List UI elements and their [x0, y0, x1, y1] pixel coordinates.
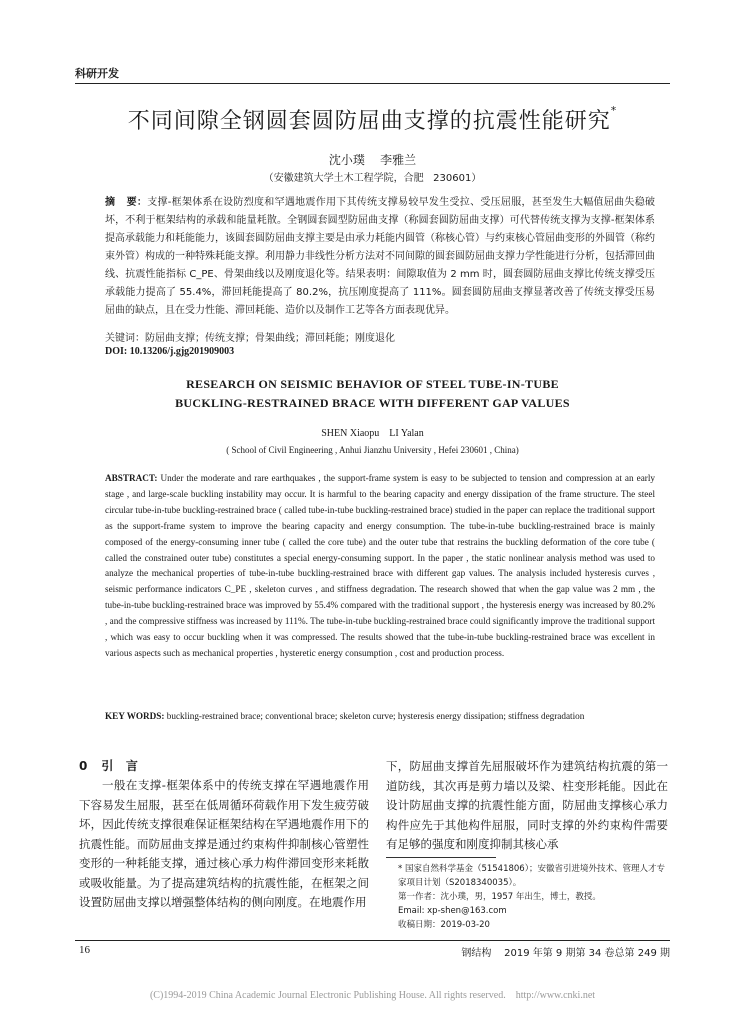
keywords-cn-label: 关键词： — [105, 333, 145, 344]
footnote-email[interactable]: Email: xp-shen@163.com — [398, 906, 507, 916]
abstract-en-label: ABSTRACT: — [105, 473, 158, 483]
body-column-left: 一般在支撑-框架体系中的传统支撑在罕遇地震作用下容易发生屈服，甚至在低周循环荷载作用下发生疲劳破坏，因此传统支撑很难保证框架结构在罕遇地震作用下的抗震性能。而防屈曲支撑是通过约束构件抑制核心管塑性变形的一种耗能支撑，通过核心承力构件滞回变形来耗散或吸收能量。为了提高建筑结构的抗震性能，在框架之间设置防屈曲支撑以增强整体结构的侧向刚度。在地震作用 — [79, 778, 369, 909]
affiliation-cn: （安徽建筑大学土木工程学院，合肥 230601） — [263, 173, 482, 184]
footnotes — [386, 862, 668, 932]
title-footnote-mark: * — [610, 104, 618, 117]
copyright-watermark: (C)1994-2019 China Academic Journal Electronic Publishing House. All rights reserved. http://www.cnki.net — [149, 990, 596, 1001]
abstract-cn — [105, 194, 655, 320]
abstract-cn-label: 摘 要： — [105, 197, 148, 208]
header-divider — [75, 83, 670, 84]
keywords-en-text: buckling-restrained brace; conventional brace; skeleton curve; hysteresis energy dissipation; stiffness degradation — [166, 711, 585, 721]
footnote-received: 收稿日期：2019-03-20 — [398, 920, 490, 930]
section-number: 0 — [79, 759, 88, 773]
title-en-line1: RESEARCH ON SEISMIC BEHAVIOR OF STEEL TUBE-IN-TUBE — [186, 377, 559, 391]
keywords-en — [105, 709, 655, 725]
journal-issue-info: 钢结构 2019 年第 9 期第 34 卷总第 249 期 — [461, 948, 670, 959]
footnote-author: 第一作者：沈小璞，男，1957 年出生，博士，教授。 — [398, 892, 601, 902]
section-heading-introduction — [79, 757, 138, 774]
authors-cn: 沈小璞 李雅兰 — [328, 153, 417, 167]
paper-title-en — [0, 375, 745, 413]
doi[interactable]: DOI: 10.13206/j.gjg201909003 — [105, 346, 235, 357]
body-column-right: 下，防屈曲支撑首先屈服破坏作为建筑结构抗震的第一道防线，其次再是剪力墙以及梁、柱变形耗能。因此在设计防屈曲支撑的抗震性能方面，防屈曲支撑核心承力构件应先于其他构件屈服，同时支撑的外约束构件需要有足够的强度和刚度抑制其核心承 — [386, 759, 668, 851]
footnote-divider — [386, 857, 496, 858]
keywords-en-label: KEY WORDS: — [105, 711, 165, 721]
title-cn-text: 不同间隙全钢圆套圆防屈曲支撑的抗震性能研究 — [127, 109, 611, 134]
keywords-cn-text: 防屈曲支撑；传统支撑；骨架曲线；滞回耗能；刚度退化 — [145, 333, 395, 344]
footnote-fund: * 国家自然科学基金（51541806）；安徽省引进境外技术、管理人才专家项目计划（S2018340035）。 — [398, 864, 665, 888]
journal-section-label: 科研开发 — [75, 67, 119, 80]
paper-title-cn — [0, 104, 745, 135]
affiliation-en: ( School of Civil Engineering , Anhui Jianzhu University , Hefei 230601 , China) — [226, 445, 519, 455]
abstract-cn-text: 支撑-框架体系在设防烈度和罕遇地震作用下其传统支撑易较早发生受拉、受压屈服，甚至发生大幅值屈曲失稳破坏，不利于框架结构的承载和能量耗散。全钢圆套圆型防屈曲支撑（称圆套圆防屈曲支撑）可代替传统支撑为支撑-框架体系提高承载能力和耗能能力，该圆套圆防屈曲支撑主要是由承力耗能内圆管（称核心管）与约束核心管屈曲变形的外圆管（称约束外管）构成的一种特殊耗能支撑。利用静力非线性分析方法对不同间隙的圆套圆防屈曲支撑力学性能进行分析，包括滞回曲线、抗震性能指标 C_PE、骨架曲线以及刚度退化等。结果表明：间隙取值为 2 mm 时，圆套圆防屈曲支撑比传统支撑受压承载能力提高了 55.4%，滞回耗能提高了 80.2%，抗压刚度提高了 111%。圆套圆防屈曲支撑显著改善了传统支撑受压易屈曲的缺点，且在受力性能、滞回耗能、造价以及制作工艺等各方面表现优异。 — [105, 197, 655, 316]
authors-en: SHEN Xiaopu LI Yalan — [321, 428, 424, 439]
page-number: 16 — [79, 944, 90, 956]
section-title: 引 言 — [101, 759, 138, 773]
keywords-cn — [105, 329, 655, 344]
title-en-line2: BUCKLING-RESTRAINED BRACE WITH DIFFERENT GAP VALUES — [175, 396, 570, 410]
footer-divider — [75, 940, 670, 941]
abstract-en-text: Under the moderate and rare earthquakes , the support-frame system is easy to be subjected to tension and compression at an early stage , and large-scale buckling instability may occur. It is harmful to the bearing capacity and energy dissipation of the frame structure. The steel circular tube-in-tube buckling-restrained brace ( called tube-in-tube buckling-restrained brace) studied in the paper can replace the traditional support as the support-frame system to improve the bearing capacity and energy consumption. The tube-in-tube buckling-restrained brace is mainly composed of the energy-consuming inner tube ( called the core tube) and the outer tube that restrains the buckling deformation of the core tube ( called the constrained outer tube) constitutes a special energy-consuming support. In the paper , the static nonlinear analysis method was used to analyze the mechanical properties of tube-in-tube buckling-restrained brace with different gap values. The analysis included hysteresis curves , seismic performance indicators C_PE , skeleton curves , and stiffness degradation. The research showed that when the gap value was 2 mm , the tube-in-tube buckling-restrained brace was improved by 55.4% compared with the traditional support , the hysteresis energy was increased by 80.2% , and the compressive stiffness was increased by 111%. The tube-in-tube buckling-restrained brace could significantly improve the traditional support , which was easy to occur buckling when it was compressed. The results showed that the tube-in-tube buckling-restrained brace was excellent in various aspects such as mechanical properties , hysteretic energy consumption , cost and production process. — [105, 473, 655, 658]
abstract-en — [105, 471, 655, 662]
